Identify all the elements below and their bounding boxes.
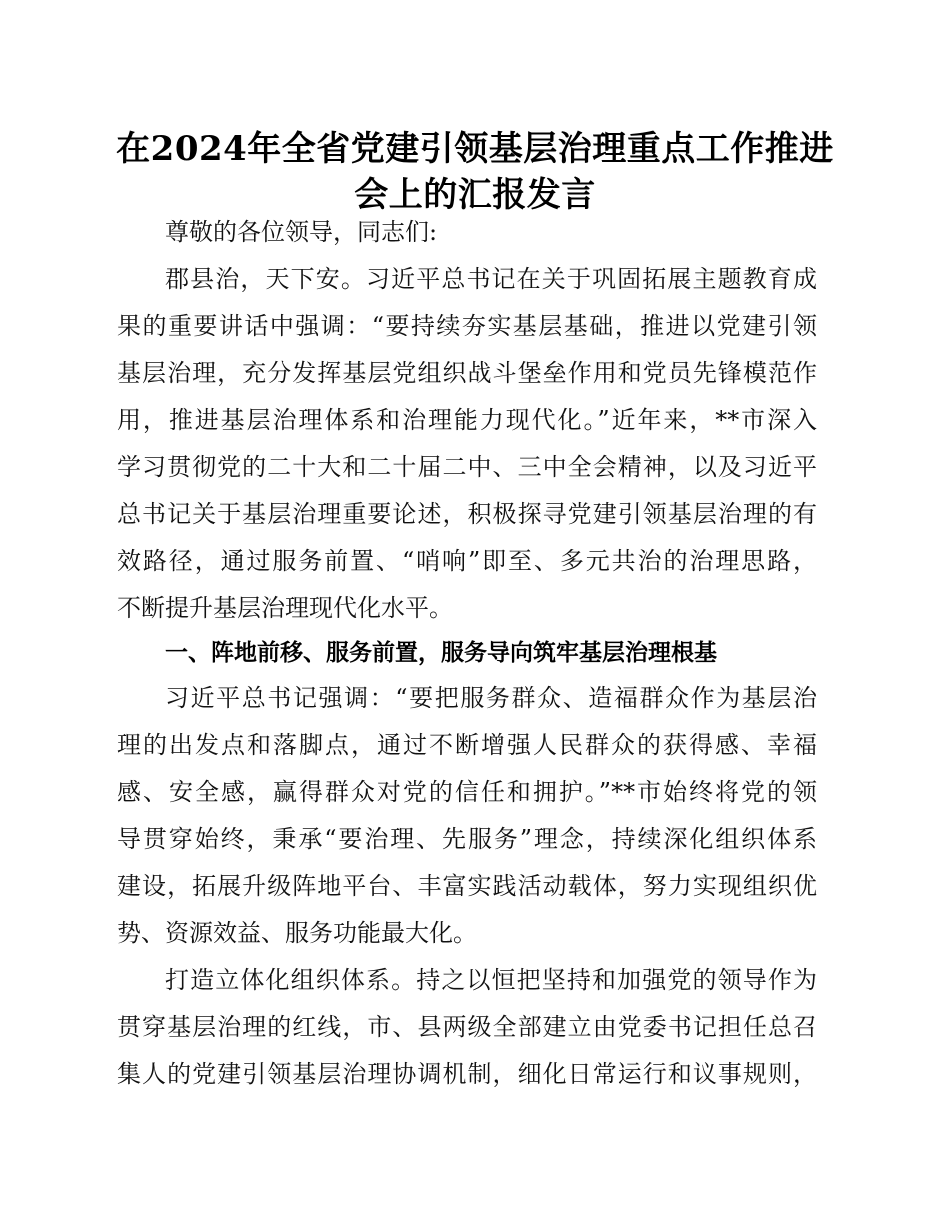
section-heading-1: 一、阵地前移、服务前置，服务导向筑牢基层治理根基 [165, 640, 717, 666]
paragraph-1-line-6: 总书记关于基层治理重要论述，积极探寻党建引领基层治理的有 [117, 500, 817, 528]
paragraph-1-line-3: 基层治理，充分发挥基层党组织战斗堡垒作用和党员先锋模范作 [117, 359, 817, 387]
paragraph-2-line-5: 建设，拓展升级阵地平台、丰富实践活动载体，努力实现组织优 [117, 872, 817, 900]
paragraph-1-line-8: 不断提升基层治理现代化水平。 [117, 594, 453, 622]
title-line-2: 会上的汇报发言 [354, 175, 596, 215]
paragraph-2-line-3: 感、安全感，赢得群众对党的信任和拥护。”**市始终将党的领 [117, 778, 817, 806]
paragraph-1-line-4: 用，推进基层治理体系和治理能力现代化。”近年来，**市深入 [117, 406, 817, 434]
salutation: 尊敬的各位领导，同志们: [165, 218, 438, 246]
paragraph-3-line-2: 贯穿基层治理的红线，市、县两级全部建立由党委书记担任总召 [117, 1013, 817, 1041]
paragraph-2-line-4: 导贯穿始终，秉承“要治理、先服务”理念，持续深化组织体系 [117, 825, 817, 853]
paragraph-2-line-6: 势、资源效益、服务功能最大化。 [117, 919, 477, 947]
document-title [100, 126, 850, 218]
paragraph-1-line-7: 效路径，通过服务前置、“哨响”即至、多元共治的治理思路， [117, 547, 817, 575]
paragraph-3-line-3: 集人的党建引领基层治理协调机制，细化日常运行和议事规则， [117, 1060, 817, 1088]
paragraph-1-line-5: 学习贯彻党的二十大和二十届二中、三中全会精神，以及习近平 [117, 453, 817, 481]
title-line-1: 在2024年全省党建引领基层治理重点工作推进 [116, 129, 834, 169]
paragraph-3-line-1: 打造立体化组织体系。持之以恒把坚持和加强党的领导作为 [165, 966, 817, 994]
paragraph-1-line-1: 郡县治，天下安。习近平总书记在关于巩固拓展主题教育成 [165, 265, 817, 293]
paragraph-1-line-2: 果的重要讲话中强调：“要持续夯实基层基础，推进以党建引领 [117, 312, 817, 340]
paragraph-2-line-2: 理的出发点和落脚点，通过不断增强人民群众的获得感、幸福 [117, 731, 817, 759]
paragraph-2-line-1: 习近平总书记强调：“要把服务群众、造福群众作为基层治 [165, 684, 817, 712]
